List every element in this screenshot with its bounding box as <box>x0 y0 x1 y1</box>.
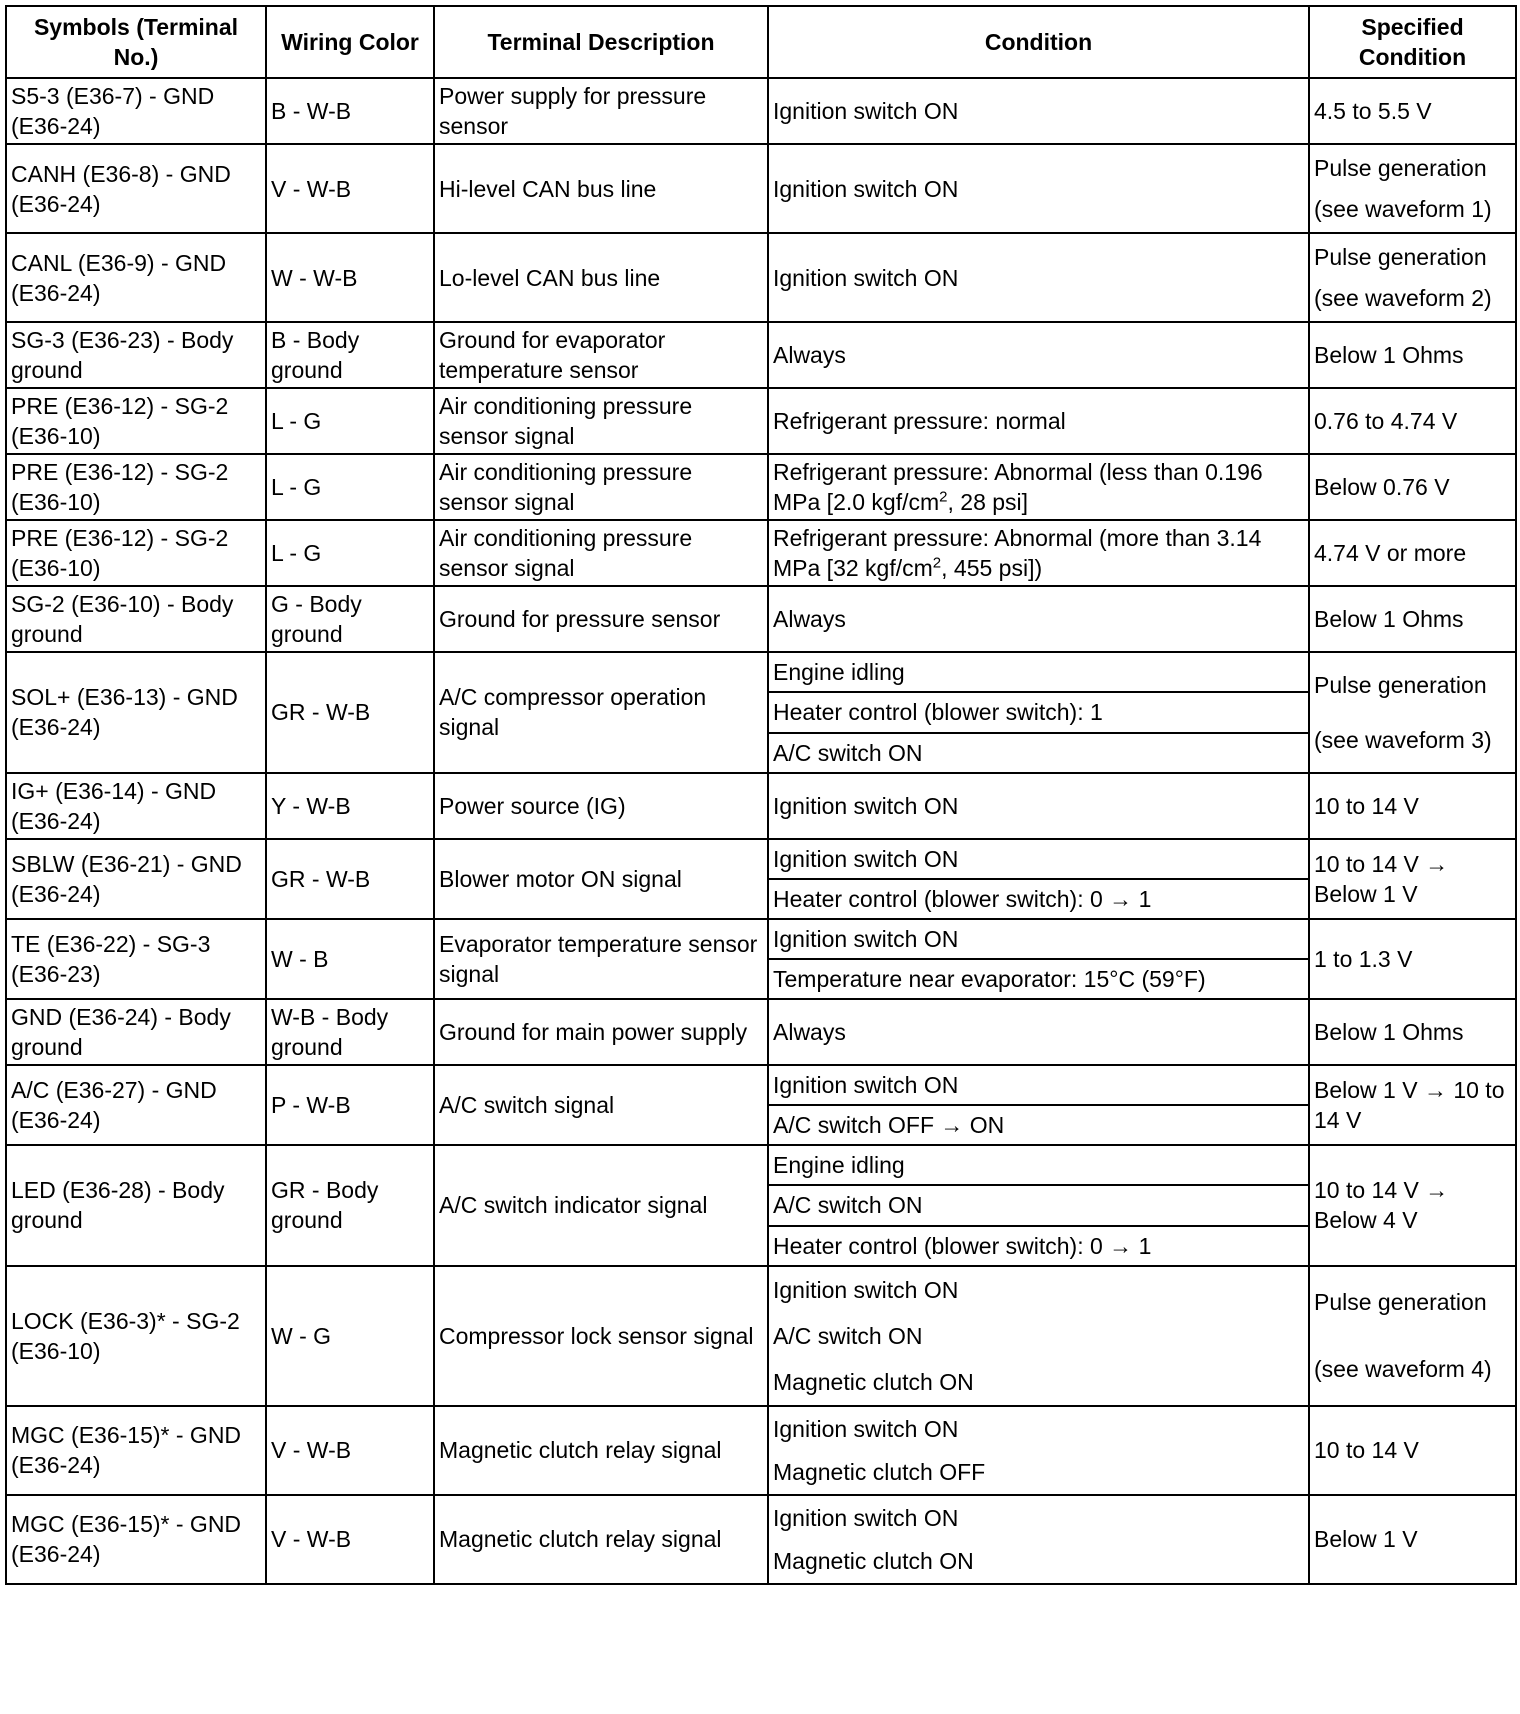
cell-specified-condition: Below 1 Ohms <box>1309 999 1516 1065</box>
condition-item: Heater control (blower switch): 0 → 1 <box>769 1225 1308 1265</box>
condition-list <box>769 653 1308 772</box>
cell-terminal-description: Lo-level CAN bus line <box>434 233 768 322</box>
specified-item: (see waveform 3) <box>1314 727 1492 754</box>
specified-item: Pulse generation <box>1314 243 1487 270</box>
condition-item: Magnetic clutch OFF <box>773 1459 986 1486</box>
cell-wiring-color: G - Body ground <box>266 586 434 652</box>
cell-wiring-color: V - W-B <box>266 1495 434 1584</box>
condition-item: Engine idling <box>773 659 905 686</box>
cell-wiring-color: GR - Body ground <box>266 1145 434 1266</box>
condition-item: Heater control (blower switch): 0 → 1 <box>769 878 1308 918</box>
cell-condition <box>768 1495 1309 1584</box>
cell-terminal-description: Magnetic clutch relay signal <box>434 1406 768 1495</box>
header-specified-condition: Specified Condition <box>1309 6 1516 78</box>
cell-symbols: IG+ (E36-14) - GND (E36-24) <box>6 773 266 839</box>
table-row <box>6 839 1516 919</box>
condition-item: Heater control (blower switch): 1 <box>769 691 1308 731</box>
cell-condition <box>768 839 1309 919</box>
cell-symbols: MGC (E36-15)* - GND (E36-24) <box>6 1495 266 1584</box>
cell-terminal-description: Evaporator temperature sensor signal <box>434 919 768 999</box>
cell-terminal-description: A/C switch indicator signal <box>434 1145 768 1266</box>
table-row <box>6 144 1516 233</box>
cell-symbols: TE (E36-22) - SG-3 (E36-23) <box>6 919 266 999</box>
cell-symbols: CANL (E36-9) - GND (E36-24) <box>6 233 266 322</box>
cell-terminal-description: A/C compressor operation signal <box>434 652 768 773</box>
cell-symbols: PRE (E36-12) - SG-2 (E36-10) <box>6 520 266 586</box>
condition-item: Temperature near evaporator: 15°C (59°F) <box>769 958 1308 998</box>
table-row <box>6 999 1516 1065</box>
table-row <box>6 388 1516 454</box>
cell-wiring-color: B - W-B <box>266 78 434 144</box>
table-row <box>6 773 1516 839</box>
cell-terminal-description: Air conditioning pressure sensor signal <box>434 520 768 586</box>
condition-item: Ignition switch ON <box>773 845 959 872</box>
specified-list <box>1314 1269 1509 1403</box>
condition-item: Ignition switch ON <box>773 1415 959 1442</box>
cell-symbols: LOCK (E36-3)* - SG-2 (E36-10) <box>6 1266 266 1406</box>
condition-item: Magnetic clutch ON <box>773 1368 974 1395</box>
cell-terminal-description: Compressor lock sensor signal <box>434 1266 768 1406</box>
condition-item: Ignition switch ON <box>773 925 959 952</box>
cell-specified-condition <box>1309 652 1516 773</box>
cell-terminal-description: Air conditioning pressure sensor signal <box>434 454 768 520</box>
cell-condition <box>768 1065 1309 1145</box>
condition-list <box>769 1267 1308 1405</box>
cell-symbols: LED (E36-28) - Body ground <box>6 1145 266 1266</box>
cell-condition: Always <box>768 322 1309 388</box>
cell-terminal-description: Hi-level CAN bus line <box>434 144 768 233</box>
specified-item: (see waveform 1) <box>1314 196 1492 223</box>
cell-specified-condition: 4.74 V or more <box>1309 520 1516 586</box>
cell-condition: Always <box>768 999 1309 1065</box>
table-row <box>6 1406 1516 1495</box>
condition-item: A/C switch ON <box>773 1322 923 1349</box>
header-condition: Condition <box>768 6 1309 78</box>
table-row <box>6 233 1516 322</box>
header-terminal-description: Terminal Description <box>434 6 768 78</box>
cell-specified-condition <box>1309 1266 1516 1406</box>
cell-specified-condition: 10 to 14 V → Below 1 V <box>1309 839 1516 919</box>
cell-wiring-color: L - G <box>266 454 434 520</box>
cell-specified-condition: 0.76 to 4.74 V <box>1309 388 1516 454</box>
header-symbols: Symbols (Terminal No.) <box>6 6 266 78</box>
cell-condition <box>768 652 1309 773</box>
cell-wiring-color: V - W-B <box>266 1406 434 1495</box>
cell-specified-condition: Below 1 V → 10 to 14 V <box>1309 1065 1516 1145</box>
cell-specified-condition: 4.5 to 5.5 V <box>1309 78 1516 144</box>
condition-item: Engine idling <box>773 1152 905 1179</box>
cell-specified-condition <box>1309 144 1516 233</box>
cell-symbols: PRE (E36-12) - SG-2 (E36-10) <box>6 454 266 520</box>
cell-symbols: GND (E36-24) - Body ground <box>6 999 266 1065</box>
specified-item: Pulse generation <box>1314 154 1487 181</box>
cell-wiring-color: B - Body ground <box>266 322 434 388</box>
cell-wiring-color: GR - W-B <box>266 839 434 919</box>
cell-terminal-description: Power supply for pressure sensor <box>434 78 768 144</box>
table-body <box>6 78 1516 1584</box>
table-row <box>6 652 1516 773</box>
table-row <box>6 322 1516 388</box>
cell-wiring-color: L - G <box>266 520 434 586</box>
cell-wiring-color: GR - W-B <box>266 652 434 773</box>
condition-list <box>769 1146 1308 1265</box>
table-row <box>6 1495 1516 1584</box>
condition-item: A/C switch ON <box>769 1184 1308 1224</box>
header-row <box>6 6 1516 78</box>
table-row <box>6 919 1516 999</box>
cell-terminal-description: Air conditioning pressure sensor signal <box>434 388 768 454</box>
cell-terminal-description: Ground for evaporator temperature sensor <box>434 322 768 388</box>
cell-specified-condition: 10 to 14 V <box>1309 773 1516 839</box>
cell-specified-condition: Below 1 Ohms <box>1309 322 1516 388</box>
cell-symbols: SG-2 (E36-10) - Body ground <box>6 586 266 652</box>
cell-symbols: SBLW (E36-21) - GND (E36-24) <box>6 839 266 919</box>
cell-symbols: SG-3 (E36-23) - Body ground <box>6 322 266 388</box>
condition-list <box>769 1407 1308 1494</box>
condition-item: Magnetic clutch ON <box>773 1548 974 1575</box>
cell-condition: Ignition switch ON <box>768 144 1309 233</box>
cell-terminal-description: Power source (IG) <box>434 773 768 839</box>
table-row <box>6 1266 1516 1406</box>
cell-condition: Refrigerant pressure: Abnormal (less than 0.196 MPa [2.0 kgf/$cm^2$, 28 psi] <box>768 454 1309 520</box>
cell-wiring-color: W - B <box>266 919 434 999</box>
cell-symbols: MGC (E36-15)* - GND (E36-24) <box>6 1406 266 1495</box>
condition-item: Ignition switch ON <box>773 1504 959 1531</box>
cell-wiring-color: L - G <box>266 388 434 454</box>
table-row <box>6 1145 1516 1266</box>
cell-condition: Always <box>768 586 1309 652</box>
cell-specified-condition: Below 1 Ohms <box>1309 586 1516 652</box>
cell-symbols: PRE (E36-12) - SG-2 (E36-10) <box>6 388 266 454</box>
cell-condition: Ignition switch ON <box>768 78 1309 144</box>
cell-wiring-color: W - G <box>266 1266 434 1406</box>
condition-item: A/C switch OFF → ON <box>769 1104 1308 1144</box>
specified-list <box>1314 236 1509 319</box>
condition-item: Ignition switch ON <box>773 1276 959 1303</box>
cell-terminal-description: A/C switch signal <box>434 1065 768 1145</box>
specified-list <box>1314 657 1509 768</box>
cell-terminal-description: Magnetic clutch relay signal <box>434 1495 768 1584</box>
condition-item: Ignition switch ON <box>773 1071 959 1098</box>
cell-symbols: S5-3 (E36-7) - GND (E36-24) <box>6 78 266 144</box>
table-row <box>6 78 1516 144</box>
condition-list <box>769 1066 1308 1144</box>
cell-specified-condition: Below 1 V <box>1309 1495 1516 1584</box>
cell-symbols: A/C (E36-27) - GND (E36-24) <box>6 1065 266 1145</box>
cell-specified-condition: Below 0.76 V <box>1309 454 1516 520</box>
cell-specified-condition: 10 to 14 V <box>1309 1406 1516 1495</box>
table-row <box>6 586 1516 652</box>
cell-terminal-description: Ground for main power supply <box>434 999 768 1065</box>
cell-condition <box>768 919 1309 999</box>
cell-wiring-color: P - W-B <box>266 1065 434 1145</box>
specified-item: (see waveform 4) <box>1314 1356 1492 1383</box>
condition-list <box>769 840 1308 918</box>
cell-condition: Ignition switch ON <box>768 773 1309 839</box>
cell-wiring-color: W-B - Body ground <box>266 999 434 1065</box>
cell-terminal-description: Ground for pressure sensor <box>434 586 768 652</box>
table-row <box>6 520 1516 586</box>
cell-condition <box>768 1406 1309 1495</box>
cell-condition <box>768 1266 1309 1406</box>
cell-symbols: CANH (E36-8) - GND (E36-24) <box>6 144 266 233</box>
condition-item: A/C switch ON <box>769 732 1308 772</box>
condition-list <box>769 920 1308 998</box>
table-row <box>6 1065 1516 1145</box>
header-wiring-color: Wiring Color <box>266 6 434 78</box>
specified-item: (see waveform 2) <box>1314 285 1492 312</box>
specified-item: Pulse generation <box>1314 671 1487 698</box>
document-page <box>5 5 1515 1709</box>
cell-terminal-description: Blower motor ON signal <box>434 839 768 919</box>
cell-specified-condition <box>1309 233 1516 322</box>
cell-condition: Refrigerant pressure: Abnormal (more than 3.14 MPa [32 kgf/$cm^2$, 455 psi]) <box>768 520 1309 586</box>
cell-condition: Ignition switch ON <box>768 233 1309 322</box>
cell-condition <box>768 1145 1309 1266</box>
cell-symbols: SOL+ (E36-13) - GND (E36-24) <box>6 652 266 773</box>
cell-specified-condition: 10 to 14 V → Below 4 V <box>1309 1145 1516 1266</box>
specified-list <box>1314 147 1509 230</box>
condition-list <box>769 1496 1308 1583</box>
cell-condition: Refrigerant pressure: normal <box>768 388 1309 454</box>
terminal-spec-table <box>5 5 1517 1585</box>
cell-specified-condition: 1 to 1.3 V <box>1309 919 1516 999</box>
cell-wiring-color: W - W-B <box>266 233 434 322</box>
table-row <box>6 454 1516 520</box>
cell-wiring-color: Y - W-B <box>266 773 434 839</box>
cell-wiring-color: V - W-B <box>266 144 434 233</box>
specified-item: Pulse generation <box>1314 1289 1487 1316</box>
